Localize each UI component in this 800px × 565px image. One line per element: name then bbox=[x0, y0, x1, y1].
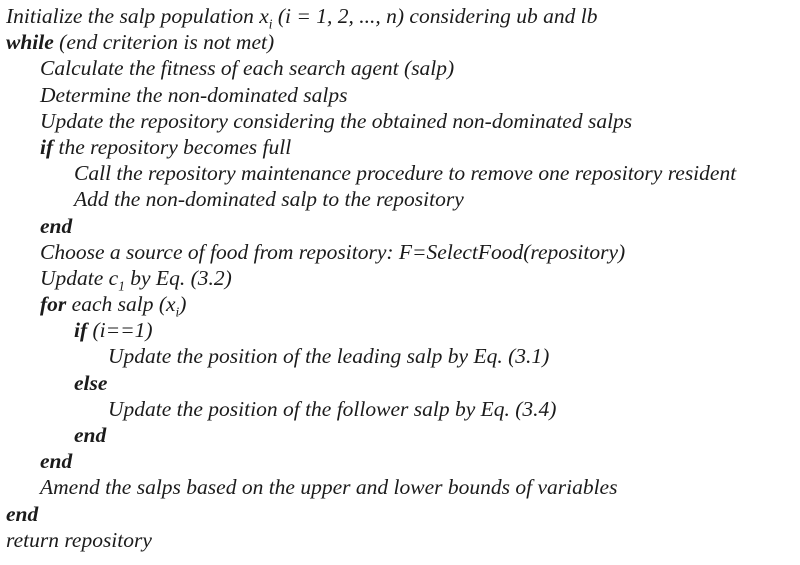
subscript-text: 1 bbox=[118, 278, 125, 294]
pseudocode-line bbox=[0, 501, 800, 527]
keyword: else bbox=[74, 370, 108, 395]
subscript-text: i bbox=[268, 16, 273, 32]
text-segment: Update the position of the follower salp by Eq. (3.4) bbox=[108, 396, 557, 421]
text-segment: Initialize the salp population x bbox=[6, 4, 269, 28]
text-segment: (i = 1, 2, ..., n) considering ub and lb bbox=[272, 4, 598, 28]
text-segment: (end criterion is not met) bbox=[53, 30, 275, 55]
pseudocode-line bbox=[0, 108, 800, 134]
pseudocode-line bbox=[0, 474, 800, 500]
text-segment: (i==1) bbox=[87, 318, 153, 343]
text-segment: the repository becomes full bbox=[53, 134, 292, 159]
pseudocode-line bbox=[0, 29, 800, 55]
pseudocode-line bbox=[0, 3, 800, 32]
pseudocode-line bbox=[0, 134, 800, 160]
text-segment: return repository bbox=[6, 527, 152, 552]
keyword: end bbox=[40, 213, 73, 238]
pseudocode-line bbox=[0, 370, 800, 396]
text-segment: Call the repository maintenance procedure to remove one repository resident bbox=[74, 161, 737, 186]
pseudocode-line bbox=[0, 82, 800, 108]
keyword: end bbox=[74, 423, 107, 447]
keyword: while bbox=[6, 30, 54, 55]
keyword: if bbox=[74, 318, 88, 343]
subscript-text: i bbox=[175, 304, 180, 320]
pseudocode-line bbox=[0, 213, 800, 239]
text-segment: by Eq. (3.2) bbox=[124, 265, 232, 290]
text-segment: Calculate the fitness of each search agent (salp) bbox=[40, 56, 455, 81]
keyword: if bbox=[40, 134, 54, 159]
keyword: end bbox=[40, 449, 73, 474]
text-segment: Determine the non-dominated salps bbox=[40, 82, 348, 107]
pseudocode-line bbox=[0, 422, 800, 448]
text-segment: Add the non-dominated salp to the repository bbox=[74, 187, 464, 212]
pseudocode-line bbox=[0, 396, 800, 422]
pseudocode-line bbox=[0, 186, 800, 212]
text-segment: Amend the salps based on the upper and lower bounds of variables bbox=[40, 475, 618, 500]
pseudocode-line bbox=[0, 448, 800, 474]
keyword: for bbox=[40, 292, 67, 317]
pseudocode-line bbox=[0, 55, 800, 81]
text-segment: Update the repository considering the obtained non-dominated salps bbox=[40, 108, 633, 133]
text-segment: Choose a source of food from repository: F=SelectFood(repository) bbox=[40, 239, 626, 264]
text-segment: Update the position of the leading salp by Eq. (3.1) bbox=[108, 344, 550, 369]
text-segment: each salp (x bbox=[66, 292, 176, 317]
pseudocode-line bbox=[0, 527, 800, 553]
text-segment: ) bbox=[179, 292, 187, 317]
keyword: end bbox=[6, 501, 39, 526]
pseudocode-line bbox=[0, 343, 800, 369]
pseudocode-line bbox=[0, 317, 800, 343]
text-segment: Update c bbox=[40, 265, 119, 290]
pseudocode-line bbox=[0, 239, 800, 265]
pseudocode-line bbox=[0, 160, 800, 186]
pseudocode-line bbox=[0, 291, 800, 320]
pseudocode-line bbox=[0, 265, 800, 294]
